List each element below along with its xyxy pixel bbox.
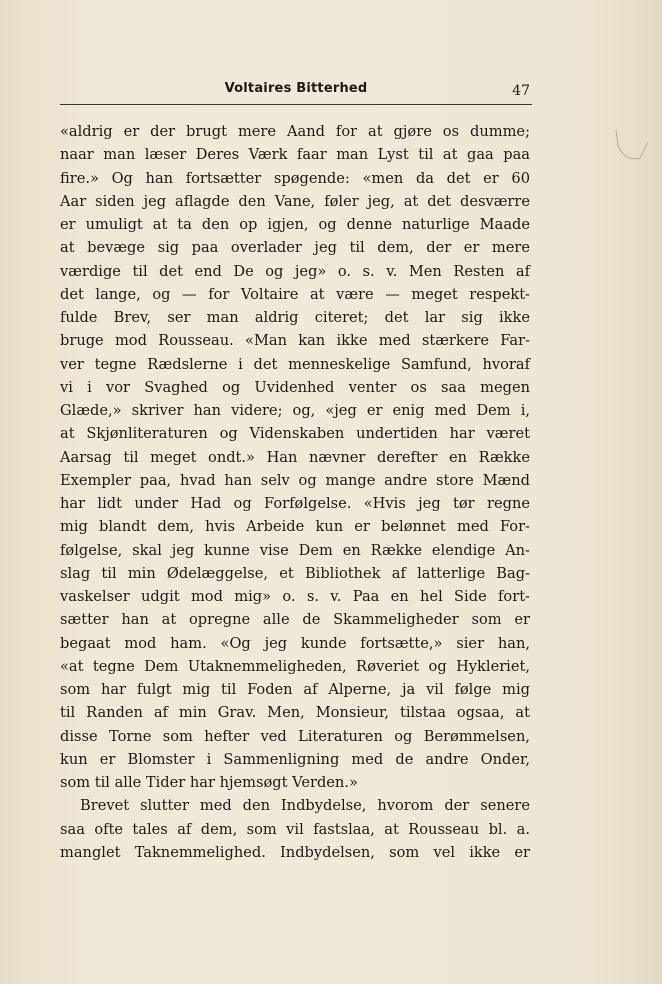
running-title: Voltaires Bitterhed [224, 81, 368, 96]
text-line: Glæde,» skriver han videre; og, «jeg er enig med Dem i, [60, 402, 530, 419]
text-line: har lidt under Had og Forfølgelse. «Hvis jeg tør regne [60, 495, 530, 512]
text-line: værdige til det end De og jeg» o. s. v. Men Resten af [60, 262, 530, 280]
text-line: slag til min Ødelæggelse, et Bibliothek af latterlige Bag- [60, 564, 530, 582]
text-line: Brevet slutter med den Indbydelse, hvorom der senere [80, 797, 530, 815]
text-line: naar man læser Deres Værk faar man Lyst til at gaa paa [60, 146, 530, 164]
text-line: følgelse, skal jeg kunne vise Dem en Række elendige An- [60, 541, 530, 559]
text-line: at Skjønliteraturen og Videnskaben undertiden har været [60, 425, 530, 443]
text-line: saa ofte tales af dem, som vil fastslaa, at Rousseau bl. a. [60, 820, 530, 838]
text-line: mig blandt dem, hvis Arbeide kun er belønnet med For- [60, 518, 530, 536]
text-line: vaskelser udgit mod mig» o. s. v. Paa en hel Side fort- [60, 588, 530, 605]
text-line: som til alle Tider har hjemsøgt Verden.» [60, 774, 358, 791]
text-line: fulde Brev, ser man aldrig citeret; det lar sig ikke [60, 309, 530, 326]
text-line: «at tegne Dem Utaknemmeligheden, Røveriet og Hykleriet, [60, 657, 530, 675]
running-header [60, 80, 532, 105]
text-line: at bevæge sig paa overlader jeg til dem, der er mere [60, 239, 530, 257]
page-number: 47 [512, 83, 530, 99]
text-line: «aldrig er der brugt mere Aand for at gjøre os dumme; [60, 123, 530, 140]
text-line: som har fulgt mig til Foden af Alperne, ja vil følge mig [60, 681, 530, 698]
text-line: begaat mod ham. «Og jeg kunde fortsætte,» sier han, [60, 634, 530, 652]
text-line: Aar siden jeg aflagde den Vane, føler jeg, at det desværre [60, 192, 530, 210]
text-line: det lange, og — for Voltaire at være — meget respekt- [60, 285, 530, 303]
text-line: vi i vor Svaghed og Uvidenhed venter os saa megen [60, 378, 530, 396]
text-line: bruge mod Rousseau. «Man kan ikke med stærkere Far- [60, 332, 530, 350]
text-line: Aarsag til meget ondt.» Han nævner derefter en Række [60, 448, 530, 466]
body-text [60, 120, 530, 864]
text-line: kun er Blomster i Sammenligning med de andre Onder, [60, 750, 530, 768]
text-line: sætter han at opregne alle de Skammeligheder som er [60, 611, 530, 629]
text-line: manglet Taknemmelighed. Indbydelsen, som vel ikke er [60, 843, 530, 861]
text-line: ver tegne Rædslerne i det menneskelige Samfund, hvoraf [60, 355, 530, 373]
text-line: fire.» Og han fortsætter spøgende: «men da det er 60 [60, 169, 530, 187]
text-line: er umuligt at ta den op igjen, og denne naturlige Maade [60, 216, 530, 233]
pencil-mark-decoration [612, 128, 648, 188]
text-line: til Randen af min Grav. Men, Monsieur, tilstaa ogsaa, at [60, 704, 530, 722]
text-line: disse Torne som hefter ved Literaturen og Berømmelsen, [60, 727, 530, 745]
text-line: Exempler paa, hvad han selv og mange andre store Mænd [60, 471, 530, 489]
